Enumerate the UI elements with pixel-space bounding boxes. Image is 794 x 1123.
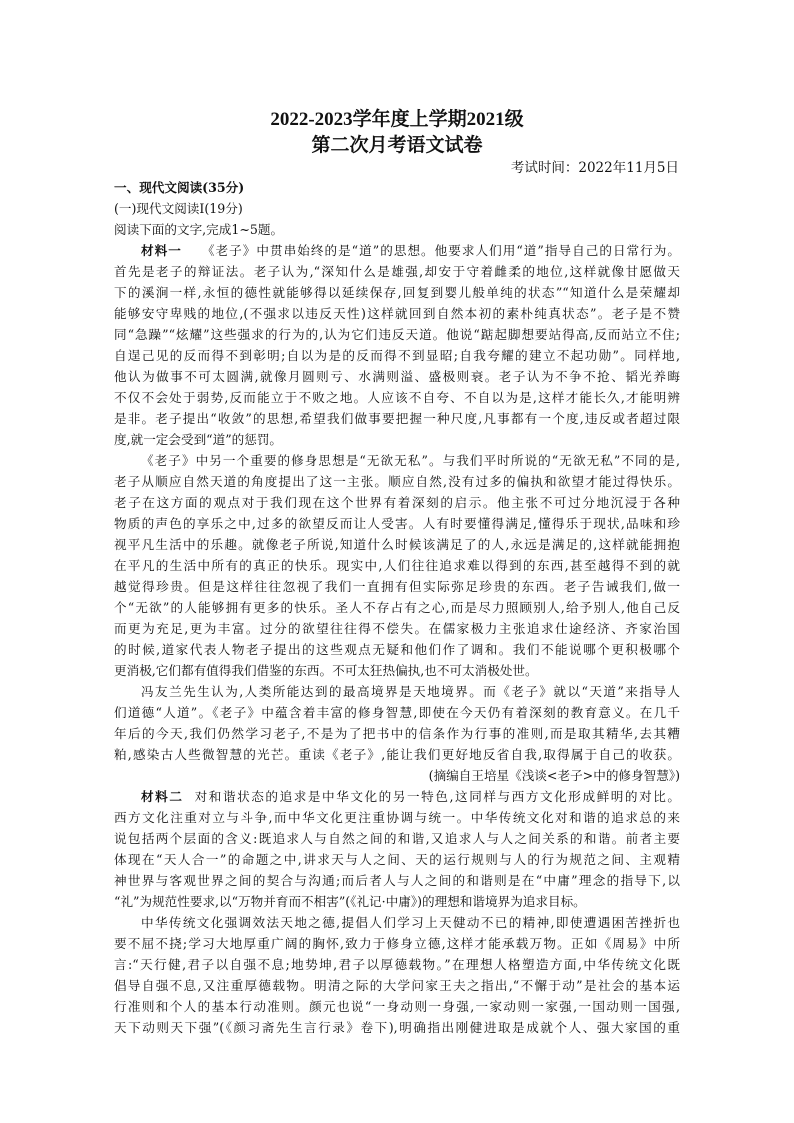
material1-source: (摘编自王培星《浅谈<老子>中的修身智慧》) <box>428 768 680 783</box>
material2-p2-line: 言:“天行健,君子以自强不息;地势坤,君子以厚德载物。”在理想人格塑造方面,中华传统文化既 <box>114 957 680 972</box>
material1-p2-line: 而更为充足,更为丰富。过分的欲望往往得不偿失。在儒家极力主张追求仕途经济、齐家治国 <box>114 621 680 636</box>
material1-line: 自逞己见的反而得不到彰明;自以为是的反而得不到显昭;自我夸耀的建立不起功勋”。同样地, <box>114 348 680 363</box>
material1-p3-line: 们道德“人道”。《老子》中蕴含着丰富的修身智慧,即使在今天仍有着深刻的教育意义。在几千 <box>114 705 680 720</box>
material2-line: 体现在“天人合一”的命题之中,讲求天与人之间、天的运行规则与人的行为规范之间、主观精 <box>114 852 680 867</box>
material1-line: 是非。老子提出“收敛”的思想,希望我们做事要把握一种尺度,凡事都有一个度,违反或者超过限 <box>114 411 680 426</box>
material1-line: 他认为做事不可太圆满,就像月圆则亏、水满则溢、盛极则衰。老子认为不争不抢、韬光养晦 <box>114 369 680 384</box>
material2-line: 西方文化注重对立与斗争,而中华文化更注重协调与统一。中华传统文化对和谐的追求总的来 <box>114 810 680 825</box>
material1-label: 材料一 <box>141 243 182 258</box>
material1-p2-line: 老子从顺应自然天道的角度提出了这一主张。顺应自然,没有过多的偏执和欲望才能过得快乐。 <box>114 474 680 489</box>
material2-p2-line: 行准则和个人的基本行动准则。颜元也说“一身动则一身强,一家动则一家强,一国动则一国强, <box>114 999 680 1014</box>
material2-p2-line: 要不屈不挠;学习大地厚重广阔的胸怀,致力于修身立德,这样才能承载万物。正如《周易》中所 <box>114 936 680 951</box>
material1-line: 不仅不会处于弱势,反而能立于不败之地。人应该不自夸、不自以为是,这样才能长久,才能明辨 <box>114 390 680 405</box>
material1-line: 度,就一定会受到“道”的惩罚。 <box>114 432 283 447</box>
exam-title-line1: 2022-2023学年度上学期2021级 <box>270 109 524 130</box>
material1-p3-line: 年后的今天,我们仍然学习老子,不是为了把书中的信条作为行事的准则,而是取其精华,去其糟 <box>114 726 680 741</box>
material2-line: 神世界与客观世界之间的契合与沟通;而后者人与人之间的和谐则是在“中庸”理念的指导下,以 <box>114 873 680 888</box>
section-heading: 一、现代文阅读(35分) <box>114 180 245 195</box>
material1-p3-line: 冯友兰先生认为,人类所能达到的最高境界是天地境界。而《老子》就以“天道”来指导人 <box>141 684 680 699</box>
material2-line-text: 对和谐状态的追求是中华文化的另一特色,这同样与西方文化形成鲜明的对比。 <box>194 789 680 804</box>
material1-line: 下的溪涧一样,永恒的德性就能够得以延续保存,回复到婴儿般单纯的状态”“知道什么是荣耀却 <box>114 285 680 300</box>
material2-p2-line: 天下动则天下强”(《颜习斋先生言行录》卷下),明确指出刚健进取是成就个人、强大家国的重 <box>114 1020 680 1035</box>
material2-p2-line: 倡导自强不息,又注重厚德载物。明清之际的大学问家王夫之指出,“不懈于动”是社会的基本运 <box>114 978 680 993</box>
material1-p2-line: 老子在这方面的观点对于我们现在这个世界有着深刻的启示。他主张不可过分地沉浸于各种 <box>114 495 680 510</box>
material1-p2-line: 视平凡生活中的乐趣。就像老子所说,知道什么时候该满足了的人,永远是满足的,这样就能拥抱 <box>114 537 680 552</box>
material1-p2-line: 个“无欲”的人能够拥有更多的快乐。圣人不存占有之心,而是尽力照顾别人,给予别人,他自己反 <box>114 600 680 615</box>
material1-line: 同“急躁”“炫耀”这些强求的行为的,认为它们违反天道。他说“踮起脚想要站得高,反而站立不住; <box>114 327 680 342</box>
material1-p2-line: 更消极,它们都有值得我们借鉴的东西。不可太狂热偏执,也不可太消极处世。 <box>114 663 538 678</box>
material2-label: 材料二 <box>141 789 184 804</box>
material1-line-text: 《老子》中贯串始终的是“道”的思想。他要求人们用“道”指导自己的日常行为。 <box>201 243 680 258</box>
material1-p2-line: 《老子》中另一个重要的修身思想是“无欲无私”。与我们平时所说的“无欲无私”不同的是, <box>141 453 680 468</box>
subsection-heading: (一)现代文阅读Ⅰ(19分) <box>114 201 243 216</box>
material1-line: 首先是老子的辩证法。老子认为,“深知什么是雄强,却安于守着雌柔的地位,这样就像甘愿做天 <box>114 264 680 279</box>
material2-line <box>114 786 680 807</box>
material1-line: 能够安守卑贱的地位,(不强求以违反天性)这样就回到自然本初的素朴纯真状态”。老子是不赞 <box>114 306 680 321</box>
material2-line: 说包括两个层面的含义:既追求人与自然之间的和谐,又追求人与人之间关系的和谐。前者主要 <box>114 831 680 846</box>
material2-line: “礼”为规范性要求,以“万物并育而不相害”(《礼记·中庸》)的理想和谐境界为追求目标。 <box>114 894 586 909</box>
material1-p2-line: 在平凡的生活中所有的真正的快乐。现实中,人们往往追求难以得到的东西,甚至越得不到的就 <box>114 558 680 573</box>
material2-p2-line: 中华传统文化强调效法天地之德,提倡人们学习上天健动不已的精神,即使遭遇困苦挫折也 <box>141 915 680 930</box>
material1-p2-line: 的时候,道家代表人物老子提出的这些观点无疑和他们作了调和。我们不能说哪个更积极哪个 <box>114 642 680 657</box>
exam-title-line2: 第二次月考语文试卷 <box>311 135 483 156</box>
material1-p3-line: 粕,感染古人些微智慧的光芒。重读《老子》,能让我们更好地反省自我,取得属于自己的收获。 <box>114 747 680 762</box>
instruction-text: 阅读下面的文字,完成1~5题。 <box>114 222 284 237</box>
exam-time: 考试时间：2022年11月5日 <box>510 160 679 176</box>
material1-line <box>114 240 680 261</box>
material1-p2-line: 越觉得珍贵。但是这样往往忽视了我们一直拥有但实际弥足珍贵的东西。老子告诫我们,做一 <box>114 579 680 594</box>
material1-p2-line: 物质的声色的享乐之中,过多的欲望反而让人受害。人有时要懂得满足,懂得乐于现状,品味和珍 <box>114 516 680 531</box>
